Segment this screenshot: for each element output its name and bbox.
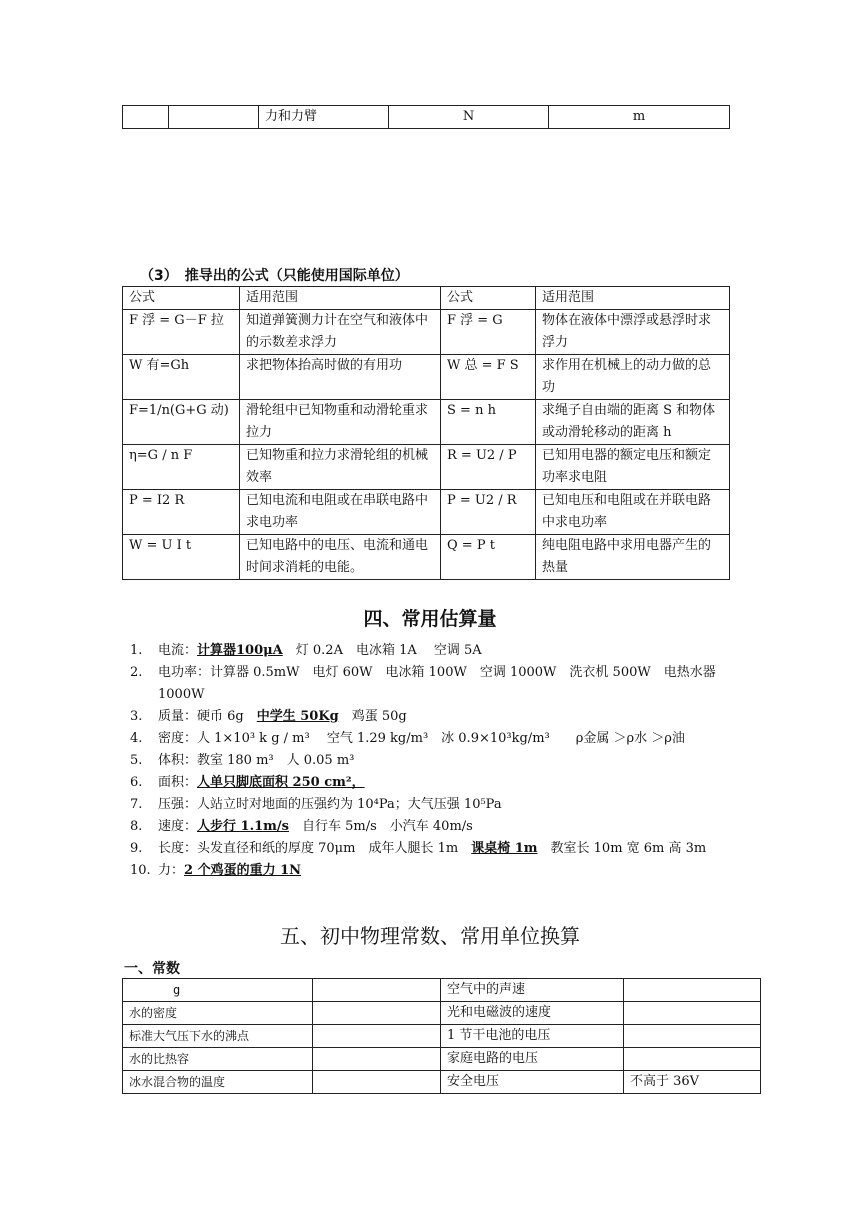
table-cell — [169, 106, 259, 129]
table-cell — [313, 979, 441, 1002]
table-row — [123, 1071, 761, 1094]
table-row — [123, 400, 730, 445]
table-cell: 1 节干电池的电压 — [441, 1025, 624, 1048]
list-number: 3. — [130, 709, 143, 724]
list-text: 速度：人步行 1.1m/s 自行车 5m/s 小汽车 40m/s — [158, 819, 473, 834]
table-cell: 不高于 36V — [624, 1071, 761, 1094]
formula-cell: Q = P t — [441, 535, 536, 580]
table-row — [123, 1002, 761, 1025]
section-title-estimates: 四、常用估算量 — [363, 608, 497, 630]
formula-cell: S = n h — [441, 400, 536, 445]
constants-table — [122, 978, 761, 1094]
table-cell: N — [389, 106, 549, 129]
header-formula: 公式 — [123, 287, 240, 310]
formula-cell: η=G / n F — [123, 445, 240, 490]
formula-cell: F 浮 = G－F 拉 — [123, 310, 240, 355]
table-cell: 家庭电路的电压 — [441, 1048, 624, 1071]
list-item — [120, 816, 738, 838]
table-row — [123, 1048, 761, 1071]
list-item — [120, 662, 738, 706]
list-item — [120, 794, 738, 816]
estimates-list — [120, 640, 738, 882]
table-cell — [123, 106, 169, 129]
table-cell: 安全电压 — [441, 1071, 624, 1094]
list-number: 4. — [130, 731, 143, 746]
scope-cell: 求绳子自由端的距离 S 和物体或动滑轮移动的距离 h — [536, 400, 730, 445]
list-text: 面积：人单只脚底面积 250 cm²， — [158, 775, 365, 790]
list-number: 1. — [130, 643, 143, 658]
table-cell — [624, 1025, 761, 1048]
list-number: 8. — [130, 819, 143, 834]
scope-cell: 已知用电器的额定电压和额定功率求电阻 — [536, 445, 730, 490]
table-cell — [624, 1002, 761, 1025]
table-cell — [313, 1025, 441, 1048]
formula-cell: F 浮 = G — [441, 310, 536, 355]
scope-cell: 纯电阻电路中求用电器产生的热量 — [536, 535, 730, 580]
table-row — [123, 106, 730, 129]
formula-cell: W = U I t — [123, 535, 240, 580]
table-cell: 冰水混合物的温度 — [123, 1071, 313, 1094]
top-table — [122, 105, 730, 129]
scope-cell: 求作用在机械上的动力做的总功 — [536, 355, 730, 400]
scope-cell: 求把物体抬高时做的有用功 — [240, 355, 441, 400]
list-text: 长度：头发直径和纸的厚度 70μm 成年人腿长 1m 课桌椅 1m 教室长 10m 宽 6m 高 3m — [158, 841, 707, 856]
list-text: 电流：计算器100μA 灯 0.2A 电冰箱 1A 空调 5A — [158, 643, 482, 658]
formula-cell: W 有=Gh — [123, 355, 240, 400]
table-cell: m — [549, 106, 730, 129]
table-row — [123, 310, 730, 355]
table-cell — [313, 1002, 441, 1025]
scope-cell: 已知电压和电阻或在并联电路中求电功率 — [536, 490, 730, 535]
table-cell — [313, 1071, 441, 1094]
table-cell: 力和力臂 — [259, 106, 389, 129]
formula-cell: P = I2 R — [123, 490, 240, 535]
table-cell: 标准大气压下水的沸点 — [123, 1025, 313, 1048]
derived-formulas-heading: （3） 推导出的公式（只能使用国际单位） — [140, 268, 409, 284]
table-cell: 水的比热容 — [123, 1048, 313, 1071]
list-item — [120, 838, 738, 860]
header-formula: 公式 — [441, 287, 536, 310]
table-row — [123, 355, 730, 400]
list-number: 2. — [130, 665, 143, 680]
list-text: 质量：硬币 6g 中学生 50Kg 鸡蛋 50g — [158, 709, 407, 724]
table-row — [123, 535, 730, 580]
table-row — [123, 445, 730, 490]
formula-cell: F=1/n(G+G 动) — [123, 400, 240, 445]
list-item — [120, 640, 738, 662]
list-number: 9. — [130, 841, 143, 856]
list-text: 力：2 个鸡蛋的重力 1N — [158, 863, 302, 878]
list-number: 7. — [130, 797, 143, 812]
scope-cell: 已知物重和拉力求滑轮组的机械效率 — [240, 445, 441, 490]
table-cell — [624, 979, 761, 1002]
formula-cell: R = U2 / P — [441, 445, 536, 490]
list-number: 6. — [130, 775, 143, 790]
table-cell: g — [123, 979, 313, 1002]
scope-cell: 知道弹簧测力计在空气和液体中的示数差求浮力 — [240, 310, 441, 355]
table-row — [123, 490, 730, 535]
list-item — [120, 860, 738, 882]
list-item — [120, 706, 738, 728]
formula-cell: P = U2 / R — [441, 490, 536, 535]
scope-cell: 滑轮组中已知物重和动滑轮重求拉力 — [240, 400, 441, 445]
derived-formulas-table — [122, 286, 730, 580]
section-title-constants: 五、初中物理常数、常用单位换算 — [280, 924, 580, 948]
list-text: 电功率：计算器 0.5mW 电灯 60W 电冰箱 100W 空调 1000W 洗衣机 500W 电热水器 1000W — [158, 665, 716, 702]
list-number: 10. — [130, 863, 151, 878]
header-scope: 适用范围 — [240, 287, 441, 310]
scope-cell: 物体在液体中漂浮或悬浮时求浮力 — [536, 310, 730, 355]
list-text: 体积：教室 180 m³ 人 0.05 m³ — [158, 753, 355, 768]
scope-cell: 已知电流和电阻或在串联电路中求电功率 — [240, 490, 441, 535]
list-text: 密度：人 1×10³ k g / m³ 空气 1.29 kg/m³ 冰 0.9×10³kg/m³ ρ金属 ＞ρ水 ＞ρ油 — [158, 731, 685, 746]
header-scope: 适用范围 — [536, 287, 730, 310]
table-cell — [624, 1048, 761, 1071]
list-number: 5. — [130, 753, 143, 768]
table-cell: 空气中的声速 — [441, 979, 624, 1002]
scope-cell: 已知电路中的电压、电流和通电时间求消耗的电能。 — [240, 535, 441, 580]
list-item — [120, 750, 738, 772]
table-cell: 光和电磁波的速度 — [441, 1002, 624, 1025]
table-header-row — [123, 287, 730, 310]
list-item — [120, 728, 738, 750]
table-row — [123, 979, 761, 1002]
list-item — [120, 772, 738, 794]
constants-subheading: 一、常数 — [124, 961, 180, 977]
table-cell — [313, 1048, 441, 1071]
table-cell: 水的密度 — [123, 1002, 313, 1025]
list-text: 压强：人站立时对地面的压强约为 10⁴Pa；大气压强 10⁵Pa — [158, 797, 502, 812]
formula-cell: W 总 = F S — [441, 355, 536, 400]
table-row — [123, 1025, 761, 1048]
